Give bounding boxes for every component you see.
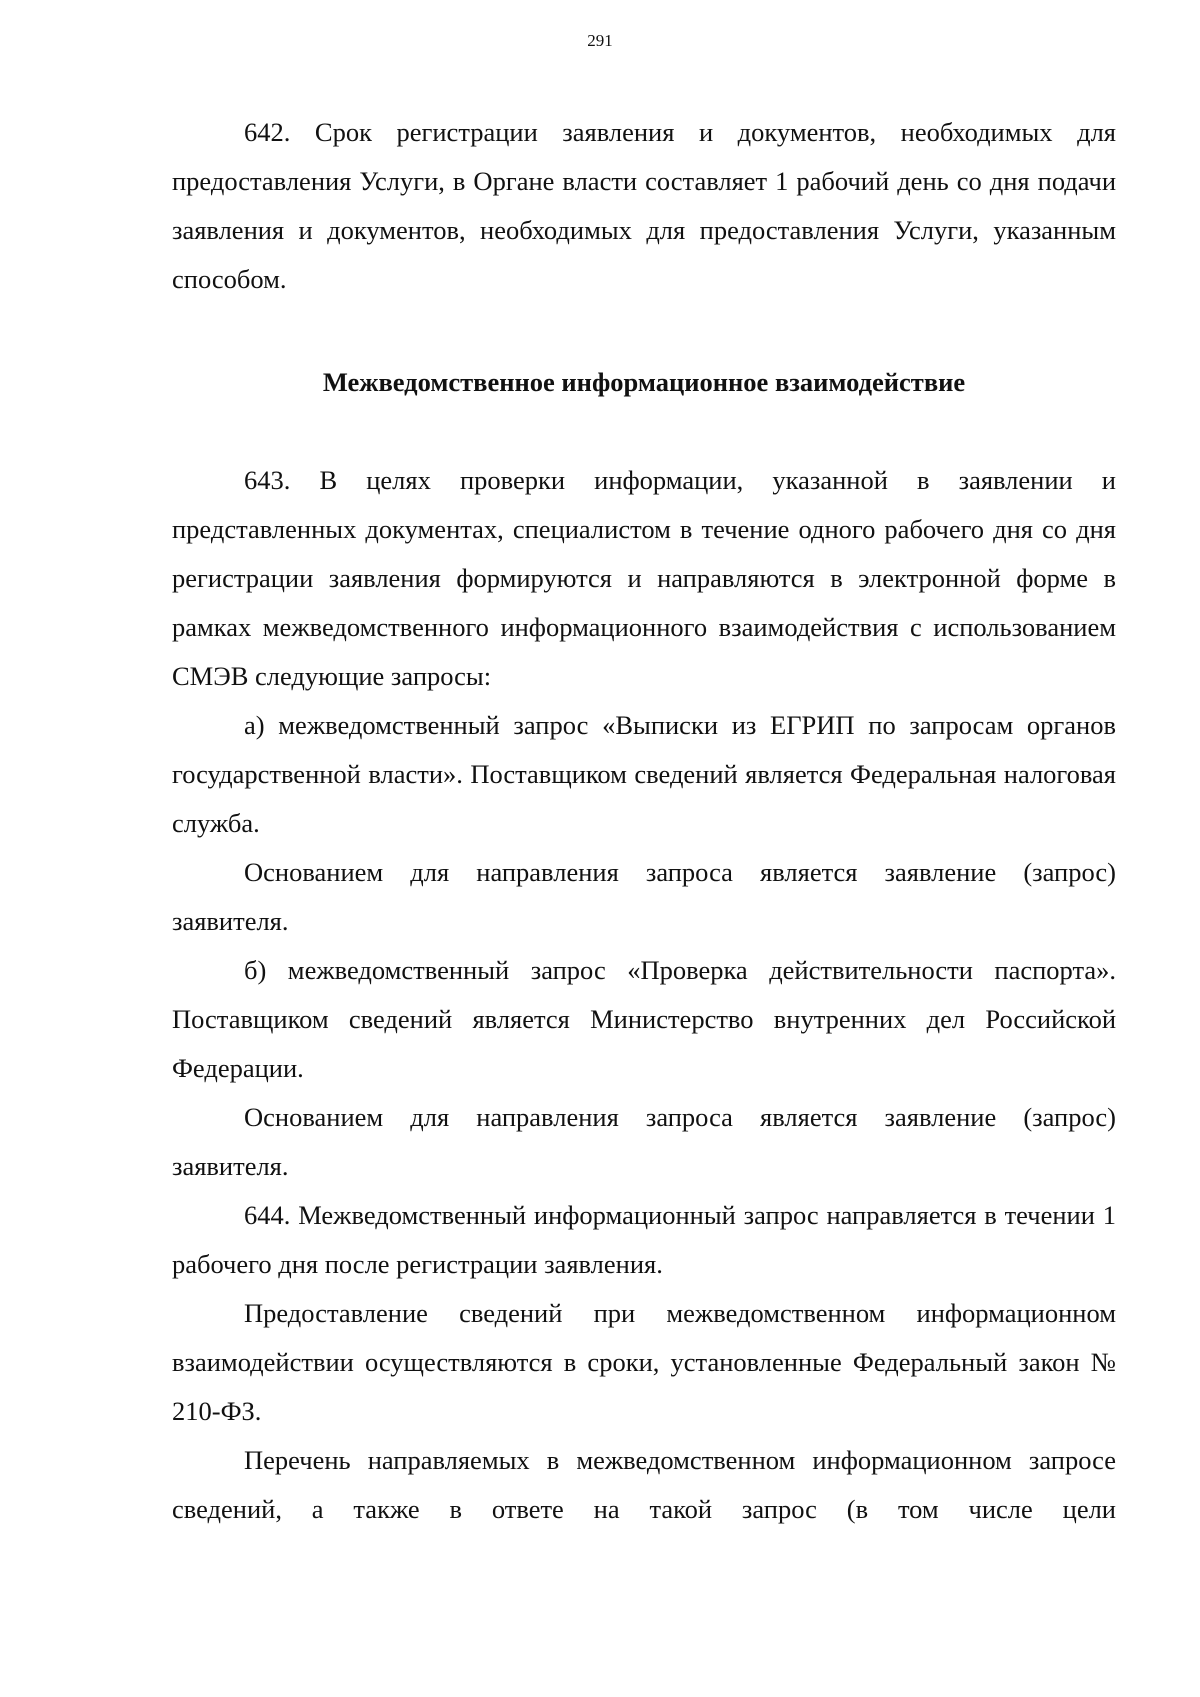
paragraph-642: 642. Срок регистрации заявления и документов, необходимых для предоставления Услуги, в Органе власти составляет 1 рабочий день со дня подачи заявления и документов, необходимых для предоставления Услуги, указанным способом. [172,117,1116,294]
paragraph-item-a: а) межведомственный запрос «Выписки из ЕГРИП по запросам органов государственной власти». Поставщиком сведений является Федеральная налоговая служба. [172,710,1116,838]
paragraph-644: 644. Межведомственный информационный запрос направляется в течении 1 рабочего дня после регистрации заявления. [172,1200,1116,1279]
paragraph-basis-b: Основанием для направления запроса является заявление (запрос) заявителя. [172,1102,1116,1181]
paragraph-643: 643. В целях проверки информации, указанной в заявлении и представленных документах, специалистом в течение одного рабочего дня со дня регистрации заявления формируются и направляются в электронной форме в рамках межведомственного информационного взаимодействия с использованием СМЭВ следующие запросы: [172,465,1116,691]
paragraph-basis-a: Основанием для направления запроса является заявление (запрос) заявителя. [172,857,1116,936]
page-number: 291 [587,31,613,50]
paragraph-item-b: б) межведомственный запрос «Проверка действительности паспорта». Поставщиком сведений является Министерство внутренних дел Российской Федерации. [172,955,1116,1083]
section-heading: Межведомственное информационное взаимодействие [322,367,966,397]
paragraph-provision: Предоставление сведений при межведомственном информационном взаимодействии осуществляются в сроки, установленные Федеральный закон № 210-ФЗ. [172,1298,1116,1426]
document-body [172,108,1116,1534]
paragraph-list-intro: Перечень направляемых в межведомственном информационном запросе сведений, а также в ответе на такой запрос (в том числе цели [172,1445,1116,1524]
